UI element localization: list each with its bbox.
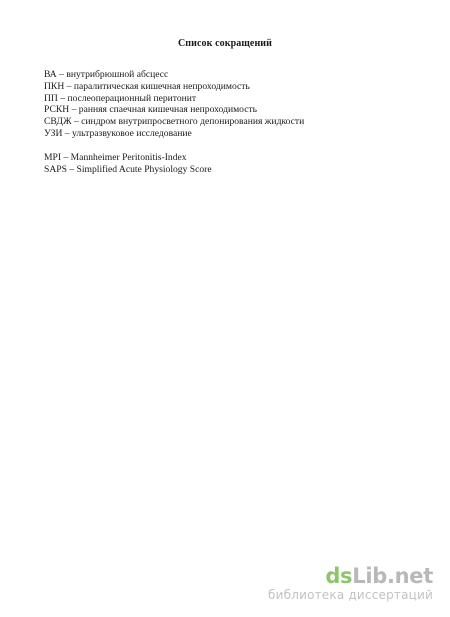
watermark-tagline: библиотека диссертаций — [268, 588, 433, 602]
list-item: ВА – внутрибрюшной абсцесс — [44, 69, 169, 80]
list-item: ПКН – паралитическая кишечная непроходимость — [44, 80, 250, 92]
list-item: РСКН – ранняя спаечная кишечная непроходимость — [44, 104, 258, 116]
list-item: УЗИ – ультразвуковое исследование — [44, 127, 192, 139]
dslib-logo — [268, 565, 433, 587]
abbreviation-list-english — [44, 152, 212, 176]
logo-lib-text: Lib — [352, 564, 387, 588]
list-item: MPI – Mannheimer Peritonitis-Index — [44, 152, 187, 163]
list-item: SAPS – Simplified Acute Physiology Score — [44, 163, 212, 175]
list-item: СВДЖ – синдром внутрипросветного депонирования жидкости — [44, 116, 305, 128]
logo-net-text: .net — [386, 564, 433, 588]
list-item: ПП – послеоперационный перитонит — [44, 92, 197, 104]
dslib-watermark — [268, 565, 433, 602]
abbreviation-list-russian — [44, 69, 304, 140]
logo-ds-text: ds — [325, 564, 353, 588]
page-title: Список сокращений — [177, 38, 273, 49]
